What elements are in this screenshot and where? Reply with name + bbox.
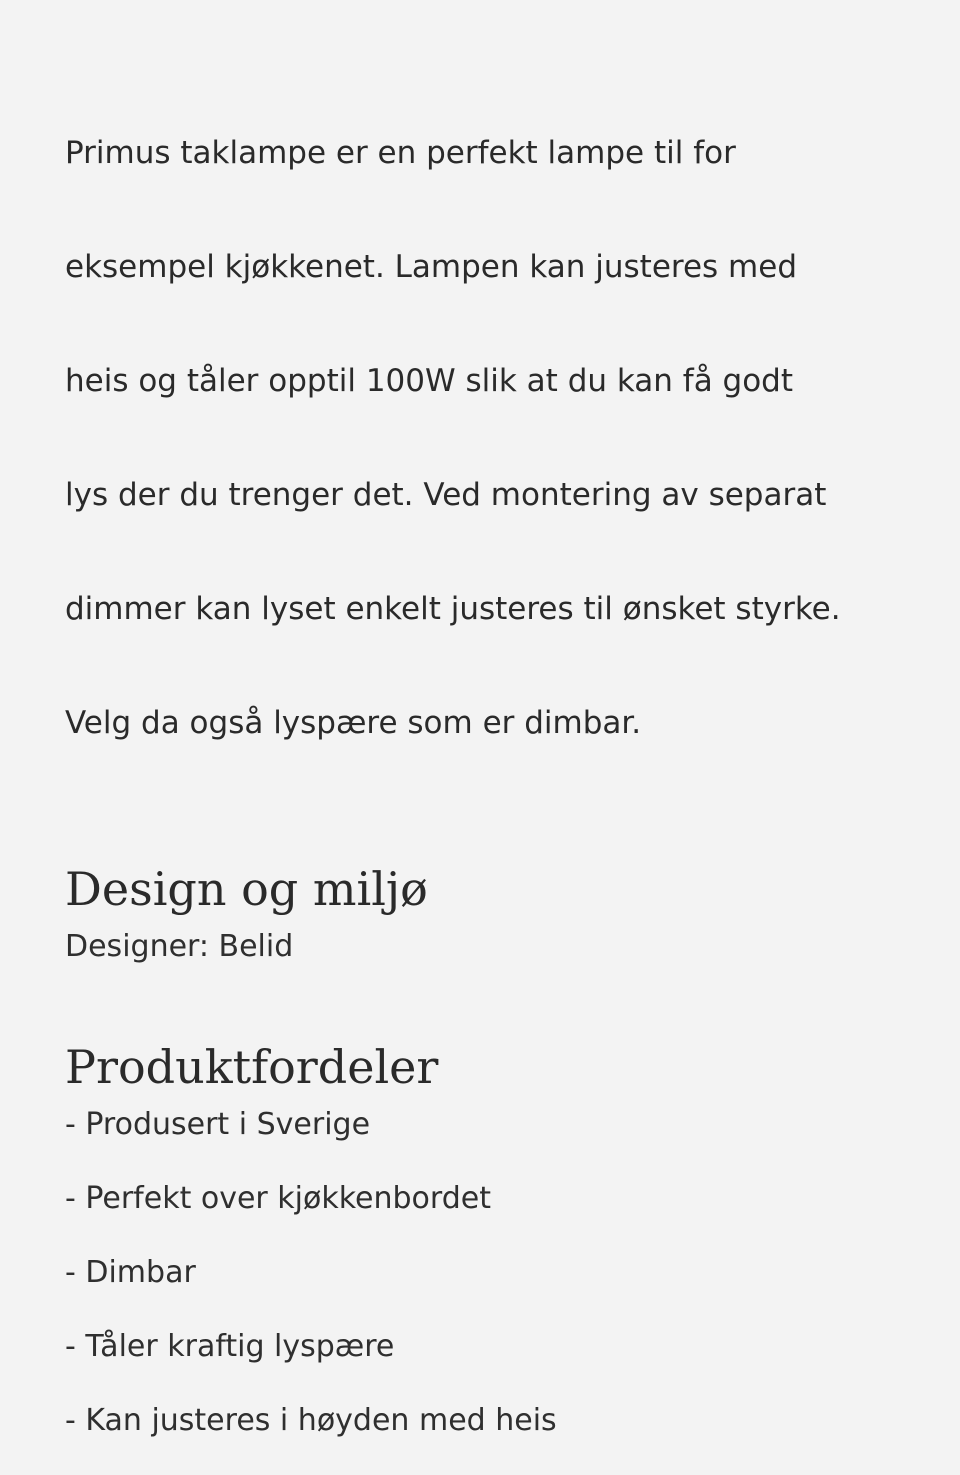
list-item: - Dimbar (65, 1255, 196, 1290)
description-line: Primus taklampe er en perfekt lampe til for (65, 135, 736, 171)
product-description-text (65, 68, 915, 809)
list-item: - Produsert i Sverige (65, 1107, 371, 1142)
description-line: eksempel kjøkkenet. Lampen kan justeres med (65, 249, 797, 285)
description-line: dimmer kan lyset enkelt justeres til ønsket styrke. (65, 591, 841, 627)
description-line: Velg da også lyspære som er dimbar. (65, 705, 642, 741)
description-line: lys der du trenger det. Ved montering av separat (65, 477, 827, 513)
description-line: heis og tåler opptil 100W slik at du kan få godt (65, 363, 794, 399)
designer-text: Designer: Belid (65, 929, 294, 964)
benefits-section-title: Produktfordeler (65, 1040, 439, 1094)
benefits-list (65, 1105, 925, 1441)
design-section-title: Design og miljø (65, 862, 428, 916)
list-item: - Perfekt over kjøkkenbordet (65, 1181, 491, 1216)
list-item: - Kan justeres i høyden med heis (65, 1403, 557, 1438)
product-description-panel (65, 68, 925, 1475)
list-item: - Tåler kraftig lyspære (65, 1329, 395, 1364)
